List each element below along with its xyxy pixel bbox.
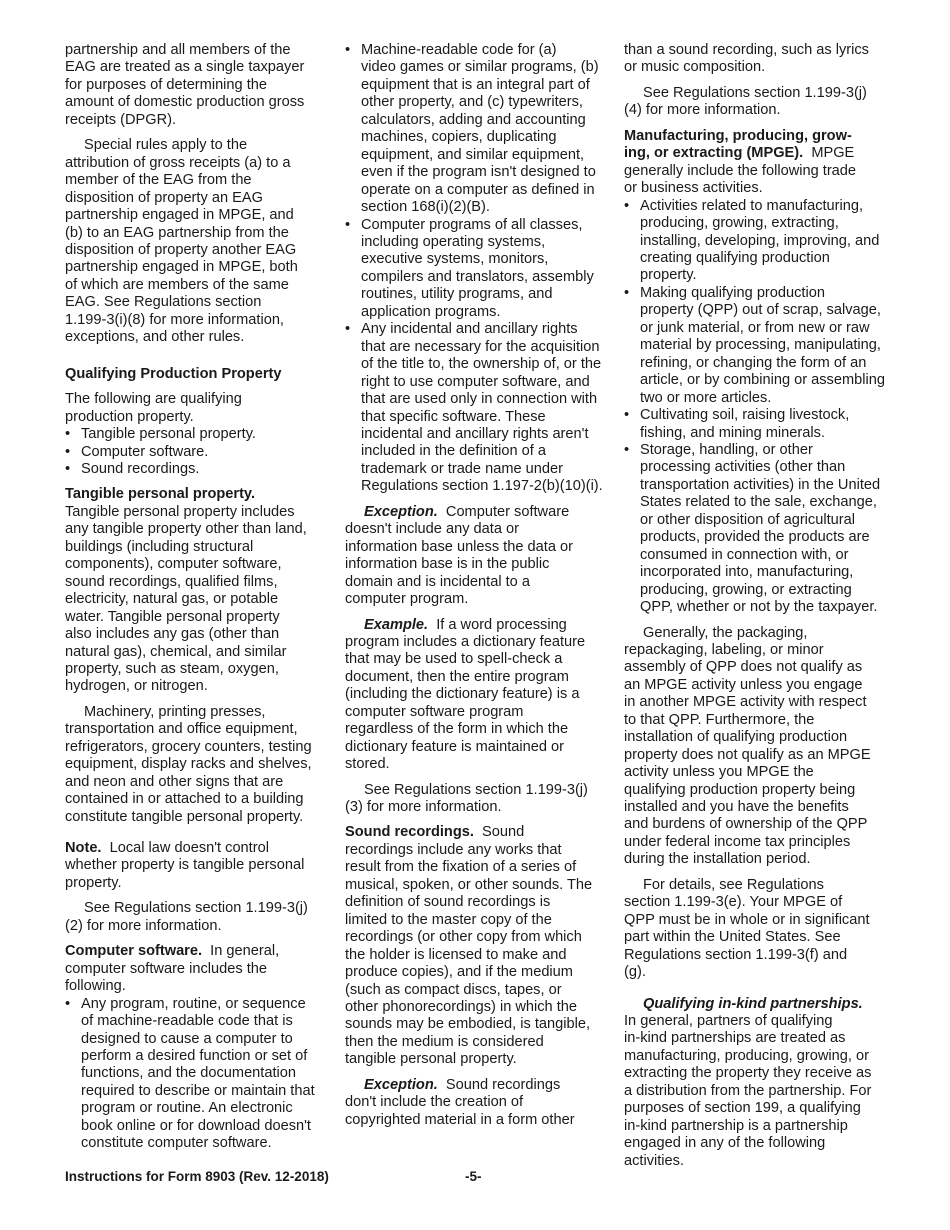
bullet-item: • Storage, handling, or other processing activities (other than transportation activities) in the United States related to the sale, exchange, or other disposition of agricultural products, provided the products are consumed in connection with, or incorporated into, manufacturing, producing, growing, or extracting QPP, whether or not by the taxpayer. <box>624 441 881 616</box>
bullet-icon: • <box>624 441 630 458</box>
bullet-item: • Any incidental and ancillary rights that are necessary for the acquisition of the title to, the ownership of, or the right to use computer software, and that are used only in connection with that specific software. These incidental and ancillary rights aren't included in the definition of a trademark or trade name under Regulations section 1.197-2(b)(10)(i). <box>345 321 603 495</box>
heading-computer-software: Computer software. <box>65 943 203 960</box>
paragraph-mpge: Manufacturing, producing, grow- ing, or extracting (MPGE). MPGE generally include the following trade or business activities. <box>624 127 857 197</box>
paragraph-note: Note. Local law doesn't control whether property is tangible personal property. <box>65 840 305 891</box>
example-label: Example. <box>364 616 429 633</box>
heading-sound-recordings: Sound recordings. <box>345 824 474 841</box>
heading-mpge: Manufacturing, producing, grow- ing, or extracting (MPGE). <box>624 127 852 162</box>
paragraph-exception-software: Exception. Computer software doesn't include any data or information base unless the data or information base is in the public domain and is incidental to a computer program. <box>345 503 573 608</box>
paragraph-computer-software: Computer software. In general, computer software includes the following. <box>65 943 280 995</box>
bullet-icon: • <box>624 407 630 424</box>
page-footer <box>65 1168 886 1188</box>
paragraph-see-regulations-j3: See Regulations section 1.199-3(j) (3) for more information. <box>345 781 588 816</box>
bullet-item: • Cultivating soil, raising livestock, fishing, and mining minerals. <box>624 407 850 441</box>
heading-qualifying-in-kind-partnerships: Qualifying in-kind partnerships. <box>643 995 863 1012</box>
paragraph-in-kind-partnerships: Qualifying in-kind partnerships. In general, partners of qualifying in-kind partnerships are treated as manufacturing, producing, growing, or extracting the property they receive as a distribution from the partnership. For purposes of section 199, a qualifying in-kind partnership is a partnership engaged in any of the following activities. <box>624 995 872 1169</box>
paragraph-details: For details, see Regulations section 1.199-3(e). Your MPGE of QPP must be in whole or in significant part within the United States. See Regulations section 1.199-3(f) and (g). <box>624 876 870 981</box>
page-number: -5- <box>465 1169 482 1184</box>
form-label: Instructions for Form 8903 (Rev. 12-2018) <box>65 1169 329 1184</box>
bullet-icon: • <box>624 197 630 214</box>
exception-label: Exception. <box>364 1076 438 1093</box>
bullet-icon: • <box>345 42 351 58</box>
paragraph-sound-recordings: Sound recordings. Sound recordings include any works that result from the fixation of a series of musical, spoken, or other sounds. The definition of sound recordings is limited to the master copy of the recordings (or other copy from which the holder is licensed to make and produce copies), and if the medium (such as compact discs, tapes, or other phonorecordings) in which the sounds may be embodied, is tangible, then the medium is considered tangible personal property. <box>345 824 593 1068</box>
bullet-item: • Making qualifying production property (QPP) out of scrap, salvage, or junk material, or from new or raw material by processing, manipulating, refining, or changing the form of an article, or by combining or assembling two or more articles. <box>624 284 885 406</box>
bullet-icon: • <box>345 321 351 338</box>
column-middle <box>345 42 607 1129</box>
paragraph-special-rules: Special rules apply to the attribution of gross receipts (a) to a member of the EAG from the disposition of property an EAG partnership engaged in MPGE, and (b) to an EAG partnership from the disposition of property another EAG partnership engaged in MPGE, both of which are members of the same EAG. See Regulations section 1.199-3(i)(8) for more information, exceptions, and other rules. <box>65 137 298 346</box>
bullet-item: • Computer software. <box>65 443 209 460</box>
column-right <box>624 42 886 1170</box>
column-left <box>65 42 327 1153</box>
heading-qualifying-production-property: Qualifying Production Property <box>65 365 282 382</box>
paragraph-packaging: Generally, the packaging, repackaging, labeling, or minor assembly of QPP does not qualify as an MPGE activity unless you engage in another MPGE activity with respect to that QPP. Furthermore, the installation of qualifying production property does not qualify as an MPGE activity unless you MPGE the qualifying production property being installed and you have the benefits and burdens of ownership of the QPP under federal income tax principles during the installation period. <box>624 624 871 868</box>
paragraph-qpp-intro: The following are qualifying production property. <box>65 391 242 425</box>
bullet-icon: • <box>345 216 351 233</box>
heading-tangible-personal-property: Tangible personal property. <box>65 486 256 503</box>
paragraph-continued: than a sound recording, such as lyrics or music composition. <box>624 42 869 76</box>
paragraph-example: Example. If a word processing program includes a dictionary feature that may be used to spell-check a document, then the entire program (including the dictionary feature) is a computer software program regardless of the form in which the dictionary feature is maintained or stored. <box>345 616 586 773</box>
exception-label: Exception. <box>364 503 438 520</box>
paragraph-exception-sound: Exception. Sound recordings don't include the creation of copyrighted material in a form other <box>345 1076 575 1128</box>
bullet-item: • Activities related to manufacturing, producing, growing, extracting, installing, developing, improving, and creating qualifying production property. <box>624 197 880 284</box>
bullet-icon: • <box>65 426 71 443</box>
note-label: Note. <box>65 840 102 857</box>
bullet-icon: • <box>65 460 71 477</box>
bullet-item: • Any program, routine, or sequence of machine-readable code that is designed to cause a computer to perform a desired function or set of functions, and the documentation required to describe or maintain that program or routine. An electronic book online or for download doesn't constitute computer software. <box>65 995 315 1152</box>
bullet-icon: • <box>624 284 630 301</box>
paragraph-see-regulations-j4: See Regulations section 1.199-3(j) (4) for more information. <box>624 84 867 119</box>
paragraph-machinery: Machinery, printing presses, transportation and office equipment, refrigerators, grocery counters, testing equipment, display racks and shelves, and neon and other signs that are contained in or attached to a building constitute tangible personal property. <box>65 703 312 825</box>
paragraph-see-regulations-j2: See Regulations section 1.199-3(j) (2) for more information. <box>65 900 308 934</box>
bullet-icon: • <box>65 443 71 460</box>
bullet-icon: • <box>65 995 71 1012</box>
paragraph-tangible-personal-property: Tangible personal property. Tangible personal property includes any tangible property other than land, buildings (including structural components), computer software, sound recordings, qualified films, electricity, natural gas, or potable water. Tangible personal property also includes any gas (other than natural gas), chemical, and similar property, such as steam, oxygen, hydrogen, or nitrogen. <box>65 486 307 695</box>
bullet-item: • Computer programs of all classes, including operating systems, executive systems, monitors, compilers and translators, assembly routines, utility programs, and application programs. <box>345 216 594 320</box>
paragraph-eag-intro: partnership and all members of the EAG are treated as a single taxpayer for purposes of determining the amount of domestic production gross receipts (DPGR). <box>65 42 305 128</box>
bullet-item: • Tangible personal property. <box>65 426 256 443</box>
bullet-item: • Sound recordings. <box>65 460 200 477</box>
bullet-item: • Machine-readable code for (a) video games or similar programs, (b) equipment that is an integral part of other property, and (c) typewriters, calculators, adding and accounting machines, copiers, duplicating equipment, and similar equipment, even if the program isn't designed to operate on a computer as defined in section 168(i)(2)(B). <box>345 42 599 216</box>
